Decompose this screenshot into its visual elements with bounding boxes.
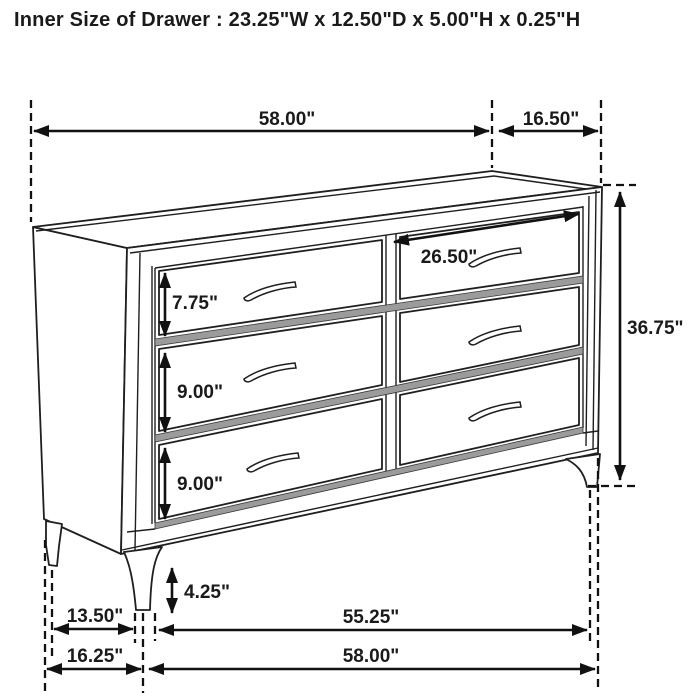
dim-leg-height	[172, 568, 230, 613]
dim-overall-height	[620, 192, 684, 480]
dim-label-bottom-side-inner: 13.50"	[66, 606, 124, 627]
dim-label-top-depth: 16.50"	[522, 109, 580, 130]
dim-label-bottom-drawer-height: 9.00"	[177, 474, 223, 495]
dim-label-drawer-opening-width: 26.50"	[420, 247, 478, 268]
dim-label-top-drawer-height: 7.75"	[172, 293, 218, 314]
dim-bottom-front-inner	[159, 607, 587, 630]
dim-label-leg-height: 4.25"	[184, 582, 230, 603]
dim-bottom-front-outer	[149, 646, 595, 669]
dim-top-depth	[499, 109, 598, 131]
page-title: Inner Size of Drawer : 23.25"W x 12.50"D x 5.00"H x 0.25"H	[14, 9, 581, 31]
side-panel	[33, 227, 127, 554]
dim-top-width	[34, 109, 489, 131]
dim-label-bottom-front-outer: 58.00"	[342, 646, 400, 667]
dim-bottom-side-inner	[54, 606, 133, 629]
dresser-drawing	[33, 171, 602, 610]
front-right-leg	[566, 454, 600, 487]
dim-label-middle-drawer-height: 9.00"	[177, 382, 223, 403]
dim-label-bottom-front-inner: 55.25"	[342, 607, 400, 628]
dim-label-bottom-side-outer: 16.25"	[66, 646, 124, 667]
dim-label-top-width: 58.00"	[258, 109, 316, 130]
front-left-leg	[124, 547, 162, 610]
dim-bottom-side-outer	[47, 646, 141, 669]
dim-label-overall-height: 36.75"	[627, 318, 684, 339]
back-left-leg	[46, 521, 62, 566]
